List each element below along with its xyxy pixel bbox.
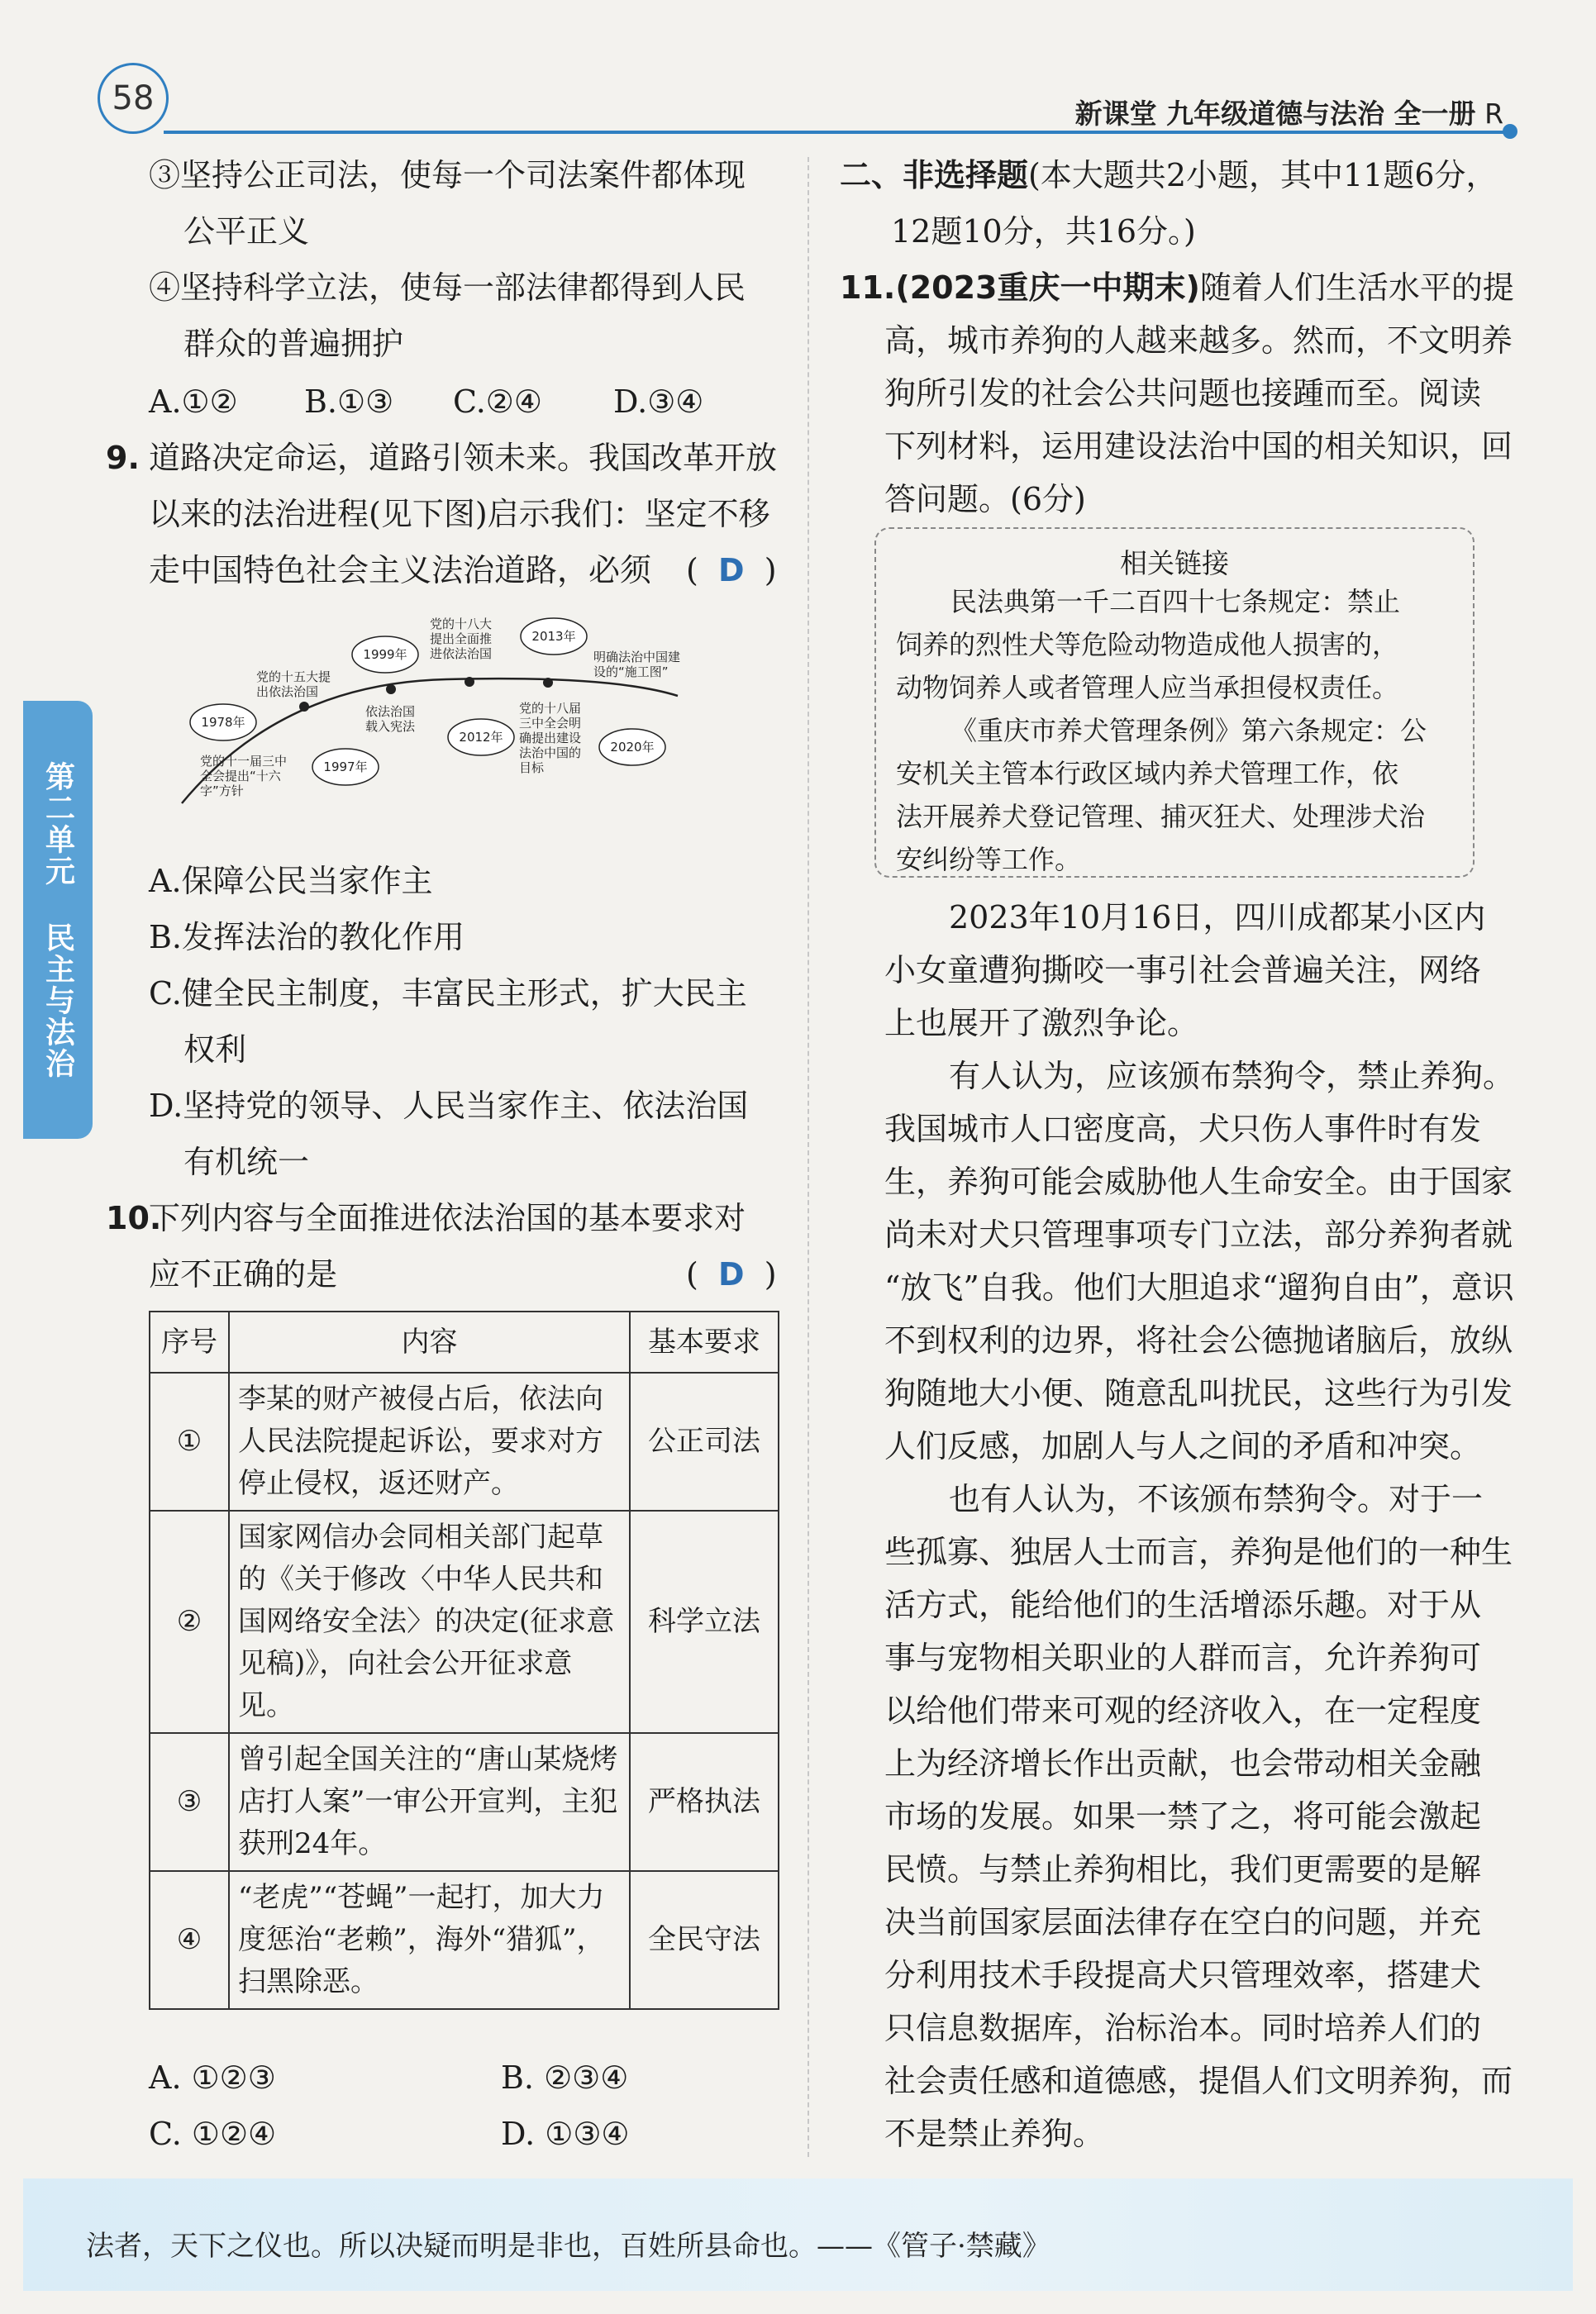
row-requirement: 全民守法: [630, 1871, 779, 2009]
q9-option-d-line1: D.坚持党的领导、人民当家作主、依法治国: [149, 1088, 749, 1124]
para3-line: 以给他们带来可观的经济收入，在一定程度: [884, 1693, 1482, 1729]
note-1997-l2: 出依法治国: [256, 684, 319, 699]
part2-desc-line2: 12题10分，共16分。): [891, 213, 1196, 250]
timeline-node-2012: [465, 677, 474, 687]
para3-line: 上为经济增长作出贡献，也会带动相关金融: [884, 1745, 1482, 1782]
q9-stem-line1: 道路决定命运，道路引领未来。我国改革开放: [149, 440, 778, 476]
q10-choice-d: D. ①③④: [501, 2116, 630, 2152]
q11-stem-line4: 下列材料，运用建设法治中国的相关知识，回: [884, 428, 1513, 464]
unit-side-tab: 第二单元 民主与法治: [23, 701, 93, 1139]
note-2013-l1: 党的十八届: [519, 701, 582, 716]
q11-stem-line2: 高，城市养狗的人越来越多。然而，不文明养: [884, 322, 1513, 359]
q10-stem-line1: 下列内容与全面推进依法治国的基本要求对: [149, 1200, 746, 1236]
note-2020-l2: 设的“施工图”: [593, 664, 669, 679]
row-content: 李某的财产被侵占后，依法向人民法院提起诉讼，要求对方停止侵权，返还财产。: [229, 1373, 630, 1511]
q9-stem-line3: 走中国特色社会主义法治道路，必须: [149, 552, 652, 588]
timeline-node-1999: [386, 684, 396, 694]
page-number: 58: [98, 63, 169, 134]
para2-line: 狗随地大小便、随意乱叫扰民，这些行为引发: [884, 1375, 1513, 1412]
q10-table: [149, 1311, 779, 2010]
row-content: 曾引起全国关注的“唐山某烧烤店打人案”一审公开宣判，主犯获刑24年。: [229, 1733, 630, 1871]
q9-option-d-line2: 有机统一: [183, 1144, 310, 1180]
note-2012-l2: 提出全面推: [430, 631, 493, 646]
row-content: “老虎”“苍蝇”一起打，加大力度惩治“老赖”，海外“猎狐”，扫黑除恶。: [229, 1871, 630, 2009]
row-requirement: 严格执法: [630, 1733, 779, 1871]
label-2012: 2012年: [459, 730, 503, 745]
note-1997-l1: 党的十五大提: [256, 669, 331, 684]
para2-line: 人们反感，加剧人与人之间的矛盾和冲突。: [884, 1428, 1482, 1464]
para2-line: 生，养狗可能会威胁他人生命安全。由于国家: [884, 1164, 1513, 1200]
q10-choice-a: A. ①②③: [149, 2059, 276, 2096]
table-row: [150, 1511, 779, 1733]
row-no: ③: [150, 1733, 229, 1871]
label-1978: 1978年: [201, 715, 245, 730]
part2-desc-line1: (本大题共2小题，其中11题6分，: [1028, 157, 1498, 193]
q9-option-a: A.保障公民当家作主: [149, 863, 433, 899]
label-2013: 2013年: [531, 629, 576, 644]
related-links-title: 相关链接: [1120, 547, 1229, 579]
header-rule-dot: [1503, 124, 1517, 139]
note-2013-l4: 法治中国的: [519, 745, 582, 760]
q8-choice-d: D.③④: [613, 383, 704, 420]
box-line: 民法典第一千二百四十七条规定：禁止: [950, 586, 1401, 617]
part2-title: 二、非选择题: [840, 157, 1029, 193]
label-2020: 2020年: [610, 740, 655, 755]
note-2012-l1: 党的十八大: [430, 617, 493, 631]
q10-choice-b: B. ②③④: [501, 2059, 629, 2096]
row-no: ④: [150, 1871, 229, 2009]
related-links-box: [874, 527, 1475, 878]
para3-line: 社会责任感和道德感，提倡人们文明养狗，而: [884, 2063, 1513, 2099]
footer-quote: 法者，天下之仪也。所以决疑而明是非也，百姓所县命也。——《管子·禁藏》: [86, 2230, 1051, 2263]
q9-option-c-line1: C.健全民主制度，丰富民主形式，扩大民主: [149, 975, 747, 1012]
q8-choice-c: C.②④: [453, 383, 542, 420]
note-1999-l1: 依法治国: [365, 704, 416, 719]
box-line: 饲养的烈性犬等危险动物造成他人损害的，: [896, 629, 1399, 660]
para3-line: 只信息数据库，治标治本。同时培养人们的: [884, 2010, 1482, 2046]
q11-source: (2023重庆一中期末): [895, 269, 1200, 306]
para3-line: 也有人认为，不该颁布禁狗令。对于一: [949, 1481, 1484, 1517]
note-1999-l2: 载入宪法: [365, 719, 416, 734]
q8-option-4-line2: 群众的普遍拥护: [183, 326, 404, 362]
table-row: [150, 1871, 779, 2009]
box-line: 安纠纷等工作。: [896, 844, 1082, 875]
para2-line: “放飞”自我。他们大胆追求“遛狗自由”，意识: [884, 1269, 1514, 1306]
label-1997: 1997年: [323, 759, 368, 774]
para1-line: 2023年10月16日，四川成都某小区内: [949, 899, 1486, 936]
note-2012-l3: 进依法治国: [430, 646, 493, 661]
label-1999: 1999年: [363, 647, 407, 662]
note-1978-l1: 党的十一届三中: [200, 754, 288, 769]
col-header-content: 内容: [229, 1312, 630, 1373]
box-line: 《重庆市养犬管理条例》第六条规定：公: [950, 715, 1427, 746]
note-2013-l3: 确提出建设: [519, 731, 582, 745]
q8-option-3-line2: 公平正义: [183, 213, 310, 250]
q8-option-3-line1: ③坚持公正司法，使每一个司法案件都体现: [149, 157, 746, 193]
q10-choice-c: C. ①②④: [149, 2116, 277, 2152]
q11-stem-line1: 随着人们生活水平的提: [1199, 269, 1514, 306]
timeline-node-2013: [543, 678, 553, 688]
box-line: 法开展养犬登记管理、捕灭狂犬、处理涉犬治: [896, 801, 1426, 832]
q9-stem-line2: 以来的法治进程(见下图)启示我们：坚定不移: [149, 496, 770, 532]
book-title: [1075, 93, 1503, 131]
para3-line: 决当前国家层面法律存在空白的问题，并充: [884, 1904, 1482, 1940]
timeline-node-1997: [299, 702, 309, 712]
para2-line: 不到权利的边界，将社会公德抛诸脑后，放纵: [884, 1322, 1513, 1359]
q10-number: 10.: [106, 1200, 162, 1236]
note-2013-l2: 三中全会明: [519, 716, 582, 731]
para3-line: 分利用技术手段提高犬只管理效率，搭建犬: [884, 1957, 1482, 1993]
q10-answer-letter: D: [717, 1256, 745, 1293]
q9-option-b: B.发挥法治的教化作用: [149, 919, 465, 955]
box-line: 动物饲养人或者管理人应当承担侵权责任。: [896, 672, 1399, 703]
q8-choice-a: A.①②: [149, 383, 238, 420]
q9-answer: ( D ): [686, 552, 777, 588]
q8-choice-b: B.①③: [304, 383, 394, 420]
note-1978-l2: 全会提出“十六: [200, 769, 281, 783]
col-header-no: 序号: [150, 1312, 229, 1373]
law-progress-timeline: [149, 613, 711, 812]
row-no: ②: [150, 1511, 229, 1733]
column-divider: [808, 157, 809, 2157]
para3-line: 不是禁止养狗。: [884, 2116, 1105, 2152]
col-header-requirement: 基本要求: [630, 1312, 779, 1373]
para3-line: 市场的发展。如果一禁了之，将可能会激起: [884, 1798, 1482, 1835]
note-2020-l1: 明确法治中国建: [593, 650, 681, 664]
q9-option-c-line2: 权利: [183, 1031, 247, 1068]
para1-line: 小女童遭狗撕咬一事引社会普遍关注，网络: [884, 952, 1482, 988]
note-1978-l3: 字”方针: [200, 783, 244, 798]
q8-option-4-line1: ④坚持科学立法，使每一部法律都得到人民: [149, 269, 746, 306]
para2-line: 我国城市人口密度高，犬只伤人事件时有发: [884, 1111, 1482, 1147]
para3-line: 些孤寡、独居人士而言，养狗是他们的一种生: [884, 1534, 1513, 1570]
table-row: [150, 1733, 779, 1871]
q9-answer-letter: D: [717, 552, 745, 588]
para3-line: 事与宠物相关职业的人群而言，允许养狗可: [884, 1640, 1482, 1676]
q9-number: 9.: [106, 440, 140, 476]
q11-line1: [840, 259, 1514, 316]
box-line: 安机关主管本行政区域内养犬管理工作，依: [896, 758, 1399, 789]
edition-mark: R: [1484, 98, 1503, 130]
row-requirement: 科学立法: [630, 1511, 779, 1733]
para2-line: 尚未对犬只管理事项专门立法，部分养狗者就: [884, 1217, 1513, 1253]
note-2013-l5: 目标: [519, 760, 545, 775]
para2-line: 有人认为，应该颁布禁狗令，禁止养狗。: [949, 1058, 1515, 1094]
table-row: [150, 1373, 779, 1511]
q11-stem-line5: 答问题。(6分): [884, 481, 1086, 517]
part2-heading: [840, 147, 1498, 203]
para3-line: 民愤。与禁止养狗相比，我们更需要的是解: [884, 1851, 1482, 1888]
q10-answer: ( D ): [686, 1256, 777, 1293]
q11-number: 11.: [840, 269, 896, 306]
row-requirement: 公正司法: [630, 1373, 779, 1511]
table-header-row: [150, 1312, 779, 1373]
para3-line: 活方式，能给他们的生活增添乐趣。对于从: [884, 1587, 1482, 1623]
row-no: ①: [150, 1373, 229, 1511]
q11-stem-line3: 狗所引发的社会公共问题也接踵而至。阅读: [884, 375, 1482, 412]
para1-line: 上也展开了激烈争论。: [884, 1005, 1199, 1041]
row-content: 国家网信办会同相关部门起草的《关于修改〈中华人民共和国网络安全法〉的决定(征求意见稿)》，向社会公开征求意见。: [229, 1511, 630, 1733]
q10-stem-line2: 应不正确的是: [149, 1256, 338, 1293]
book-title-text: 新课堂 九年级道德与法治 全一册: [1074, 98, 1476, 130]
